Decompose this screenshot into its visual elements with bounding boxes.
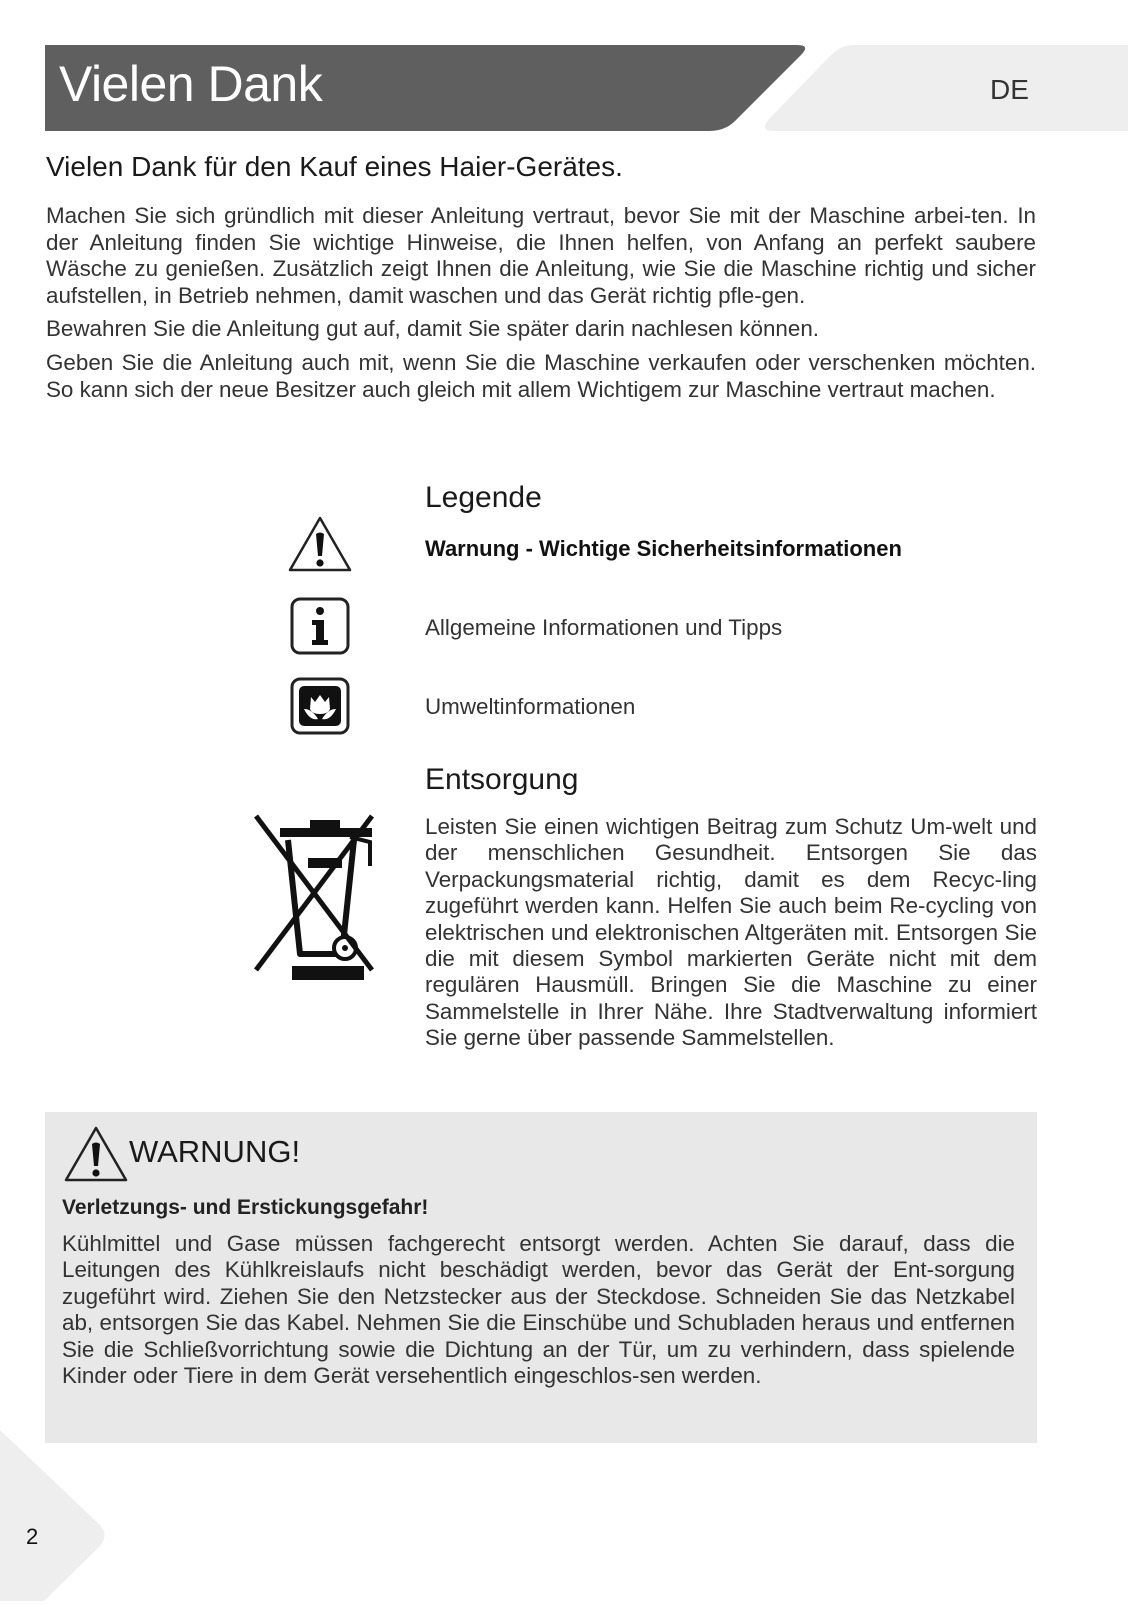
crossed-out-wheelie-bin-icon xyxy=(252,814,378,990)
intro-subtitle: Vielen Dank für den Kauf eines Haier-Gerätes. xyxy=(46,151,623,182)
disposal-text: Leisten Sie einen wichtigen Beitrag zum Schutz Um-welt und der menschlichen Gesundheit. Entsorgen Sie das Verpackungsmaterial richtig, damit es dem Recyc-ling zugeführt werden kann. Helfen Sie auch beim Re-cycling von elektrischen und elektronischen Altgeräten mit. Entsorgen Sie die mit diesem Symbol markierten Geräte nicht mit dem regulären Hausmüll. Bringen Sie die Maschine zu einer Sammelstelle in Ihrer Nähe. Ihre Stadtverwaltung informiert Sie gerne über passende Sammelstellen. xyxy=(425,814,1037,1051)
page-title: Vielen Dank xyxy=(59,56,323,112)
legend-item-info: Allgemeine Informationen und Tipps xyxy=(425,615,783,640)
warning-triangle-icon xyxy=(63,1124,129,1188)
language-tab xyxy=(765,45,1128,131)
intro-paragraph: Machen Sie sich gründlich mit dieser Anleitung vertraut, bevor Sie mit der Maschine arbei-ten. In der Anleitung finden Sie wichtige Hinweise, die Ihnen helfen, von Anfang an perfekt saubere Wäsche zu genießen. Zusätzlich zeigt Ihnen die Anleitung, wie Sie die Maschine richtig und sicher aufstellen, in Betrieb nehmen, damit waschen und das Gerät richtig pfle-gen. xyxy=(46,203,1036,308)
page-corner-decoration xyxy=(0,1430,110,1605)
language-tab-shape xyxy=(765,45,1128,131)
info-icon xyxy=(290,597,350,659)
warning-subheading: Verletzungs- und Erstickungsgefahr! xyxy=(62,1196,429,1219)
legend-item-environment: Umweltinformationen xyxy=(425,694,636,719)
header-bar xyxy=(45,45,825,131)
disposal-heading: Entsorgung xyxy=(425,763,579,796)
warning-heading: WARNUNG! xyxy=(129,1134,301,1169)
warning-text: Kühlmittel und Gase müssen fachgerecht entsorgt werden. Achten Sie darauf, dass die Leitungen des Kühlkreislaufs nicht beschädigt werden, bevor das Gerät der Ent-sorgung zugeführt wird. Ziehen Sie den Netzstecker aus der Steckdose. Schneiden Sie das Netzkabel ab, entsorgen Sie das Kabel. Nehmen Sie die Einschübe und Schubladen heraus und entfernen Sie die Schließvorrichtung sowie die Dichtung an der Tür, um zu verhindern, dass spielende Kinder oder Tiere in dem Gerät versehentlich eingeschlos-sen werden. xyxy=(62,1231,1015,1389)
language-label: DE xyxy=(990,74,1029,105)
warning-triangle-icon xyxy=(287,514,353,578)
intro-text xyxy=(46,203,1036,410)
intro-paragraph: Bewahren Sie die Anleitung gut auf, damit Sie später darin nachlesen können. xyxy=(46,316,819,342)
environment-flower-icon xyxy=(290,677,350,739)
legend-item-warning: Warnung - Wichtige Sicherheitsinformationen xyxy=(425,536,902,561)
warning-box xyxy=(45,1112,1037,1443)
intro-paragraph: Geben Sie die Anleitung auch mit, wenn Sie die Maschine verkaufen oder verschenken möchten. So kann sich der neue Besitzer auch gleich mit allem Wichtigem zur Maschine vertraut machen. xyxy=(46,349,1036,402)
legend-heading: Legende xyxy=(425,481,542,514)
page-number: 2 xyxy=(26,1524,39,1549)
